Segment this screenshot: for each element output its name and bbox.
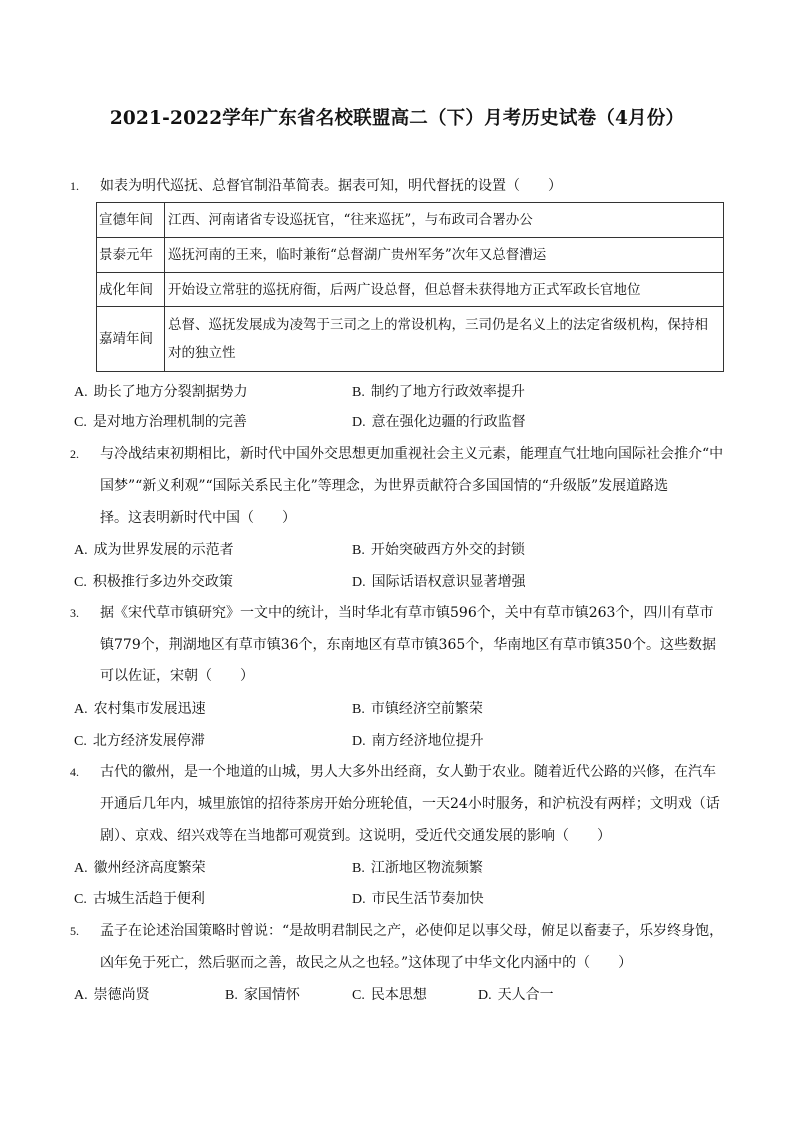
question-1-option-a[interactable] <box>74 382 248 403</box>
question-3-number: 3. <box>70 606 79 620</box>
question-4-number: 4. <box>70 765 79 779</box>
option-key: D. <box>352 415 366 430</box>
question-5-stem-line: 凶年免于死亡，然后驱而之善，故民之从之也轻。”这体现了中华文化内涵中的（ ） <box>100 955 633 971</box>
table-row <box>97 273 724 307</box>
option-text: 市镇经济空前繁荣 <box>370 701 483 717</box>
question-5-option-d[interactable] <box>478 985 554 1006</box>
question-5-option-a[interactable] <box>74 985 150 1006</box>
question-4-option-c[interactable] <box>74 889 205 910</box>
question-1-option-b[interactable] <box>352 382 525 403</box>
option-text: 意在强化边疆的行政监督 <box>371 414 526 430</box>
table-row <box>97 307 724 372</box>
question-1-option-c[interactable] <box>74 412 247 433</box>
table-content-cell: 总督、巡抚发展成为凌驾于三司之上的常设机构，三司仍是名义上的法定省级机构，保持相对的独立性 <box>165 307 724 372</box>
option-text: 制约了地方行政效率提升 <box>370 384 525 400</box>
question-3-option-c[interactable] <box>74 731 205 752</box>
option-key: B. <box>352 543 365 558</box>
option-text: 助长了地方分裂割据势力 <box>93 384 248 400</box>
question-5-number: 5. <box>70 924 79 938</box>
table-era-cell: 嘉靖年间 <box>97 307 165 372</box>
option-text: 江浙地区物流频繁 <box>370 860 483 876</box>
option-text: 是对地方治理机制的完善 <box>92 414 247 430</box>
option-text: 民本思想 <box>370 987 427 1003</box>
question-4-stem-line: 剧）、京戏、绍兴戏等在当地都可观赏到。这说明，受近代交通发展的影响（ ） <box>100 828 611 844</box>
question-3-stem-line: 镇779个，荆湖地区有草市镇36个，东南地区有草市镇365个，华南地区有草市镇350个。这些数据 <box>100 637 716 653</box>
option-text: 天人合一 <box>497 987 554 1003</box>
option-key: D. <box>352 892 366 907</box>
option-key: A. <box>74 702 88 717</box>
option-text: 徽州经济高度繁荣 <box>93 860 206 876</box>
question-2-number: 2. <box>70 447 79 461</box>
question-2-option-d[interactable] <box>352 572 526 593</box>
question-2-stem-line: 与冷战结束初期相比，新时代中国外交思想更加重视社会主义元素，能理直气壮地向国际社会推介“中 <box>100 446 724 462</box>
question-1-number: 1. <box>70 179 79 193</box>
option-text: 北方经济发展停滞 <box>92 733 205 749</box>
option-key: C. <box>74 892 87 907</box>
question-3-option-d[interactable] <box>352 731 484 752</box>
option-text: 崇德尚贤 <box>93 987 150 1003</box>
option-key: D. <box>352 734 366 749</box>
question-4-stem-line: 开通后几年内，城里旅馆的招待茶房开始分班轮值，一天24小时服务，和沪杭没有两样；文明戏（话 <box>100 796 720 812</box>
option-text: 开始突破西方外交的封锁 <box>370 542 525 558</box>
question-2-option-b[interactable] <box>352 540 525 561</box>
table-era-cell: 宣德年间 <box>97 203 165 238</box>
question-4-option-a[interactable] <box>74 858 206 879</box>
question-2-stem-line: 择。这表明新时代中国（ ） <box>100 510 296 526</box>
question-5-option-c[interactable] <box>352 985 427 1006</box>
question-3-option-a[interactable] <box>74 699 206 720</box>
question-5-option-b[interactable] <box>225 985 300 1006</box>
option-key: A. <box>74 543 88 558</box>
table-content-cell: 江西、河南诸省专设巡抚官，“往来巡抚”，与布政司合署办公 <box>165 203 724 238</box>
question-2-option-c[interactable] <box>74 572 233 593</box>
option-key: A. <box>74 988 88 1003</box>
question-1-option-d[interactable] <box>352 412 526 433</box>
option-text: 古城生活趋于便利 <box>92 891 205 907</box>
option-key: B. <box>352 702 365 717</box>
option-key: C. <box>74 575 87 590</box>
question-4-stem-line: 古代的徽州，是一个地道的山城，男人大多外出经商，女人勤于农业。随着近代公路的兴修，在汽车 <box>100 764 716 780</box>
table-era-cell: 成化年间 <box>97 273 165 307</box>
option-key: A. <box>74 385 88 400</box>
question-4-option-b[interactable] <box>352 858 483 879</box>
question-2-stem-line: 国梦”“新义利观”“国际关系民主化”等理念，为世界贡献符合多国国情的“升级版”发展道路选 <box>100 478 669 494</box>
option-key: D. <box>478 988 492 1003</box>
option-text: 积极推行多边外交政策 <box>92 574 233 590</box>
exam-title: 2021-2022学年广东省名校联盟高二（下）月考历史试卷（4月份） <box>109 108 685 129</box>
table-row <box>97 203 724 238</box>
option-text: 家国情怀 <box>243 987 300 1003</box>
option-key: B. <box>225 988 238 1003</box>
option-key: B. <box>352 861 365 876</box>
option-text: 农村集市发展迅速 <box>93 701 206 717</box>
question-5-stem-line: 孟子在论述治国策略时曾说：“是故明君制民之产，必使仰足以事父母，俯足以畜妻子，乐岁终身饱， <box>100 923 724 939</box>
option-key: C. <box>352 988 365 1003</box>
question-2-option-a[interactable] <box>74 540 234 561</box>
option-key: A. <box>74 861 88 876</box>
option-key: B. <box>352 385 365 400</box>
question-3-stem-line: 据《宋代草市镇研究》一文中的统计，当时华北有草市镇596个，关中有草市镇263个，四川有草市 <box>100 605 714 621</box>
option-key: C. <box>74 415 87 430</box>
option-key: C. <box>74 734 87 749</box>
table-row <box>97 238 724 273</box>
question-3-stem-line: 可以佐证，宋朝（ ） <box>100 668 254 684</box>
history-table <box>96 202 724 372</box>
option-text: 成为世界发展的示范者 <box>93 542 234 558</box>
question-3-option-b[interactable] <box>352 699 483 720</box>
option-text: 国际话语权意识显著增强 <box>371 574 526 590</box>
question-4-option-d[interactable] <box>352 889 484 910</box>
option-text: 市民生活节奏加快 <box>371 891 484 907</box>
table-era-cell: 景泰元年 <box>97 238 165 273</box>
table-content-cell: 巡抚河南的王来，临时兼衔“总督湖广贵州军务”次年又总督漕运 <box>165 238 724 273</box>
option-text: 南方经济地位提升 <box>371 733 484 749</box>
table-content-cell: 开始设立常驻的巡抚府衙，后两广设总督，但总督未获得地方正式军政长官地位 <box>165 273 724 307</box>
option-key: D. <box>352 575 366 590</box>
question-1-stem: 如表为明代巡抚、总督官制沿革简表。据表可知，明代督抚的设置（ ） <box>100 178 562 194</box>
